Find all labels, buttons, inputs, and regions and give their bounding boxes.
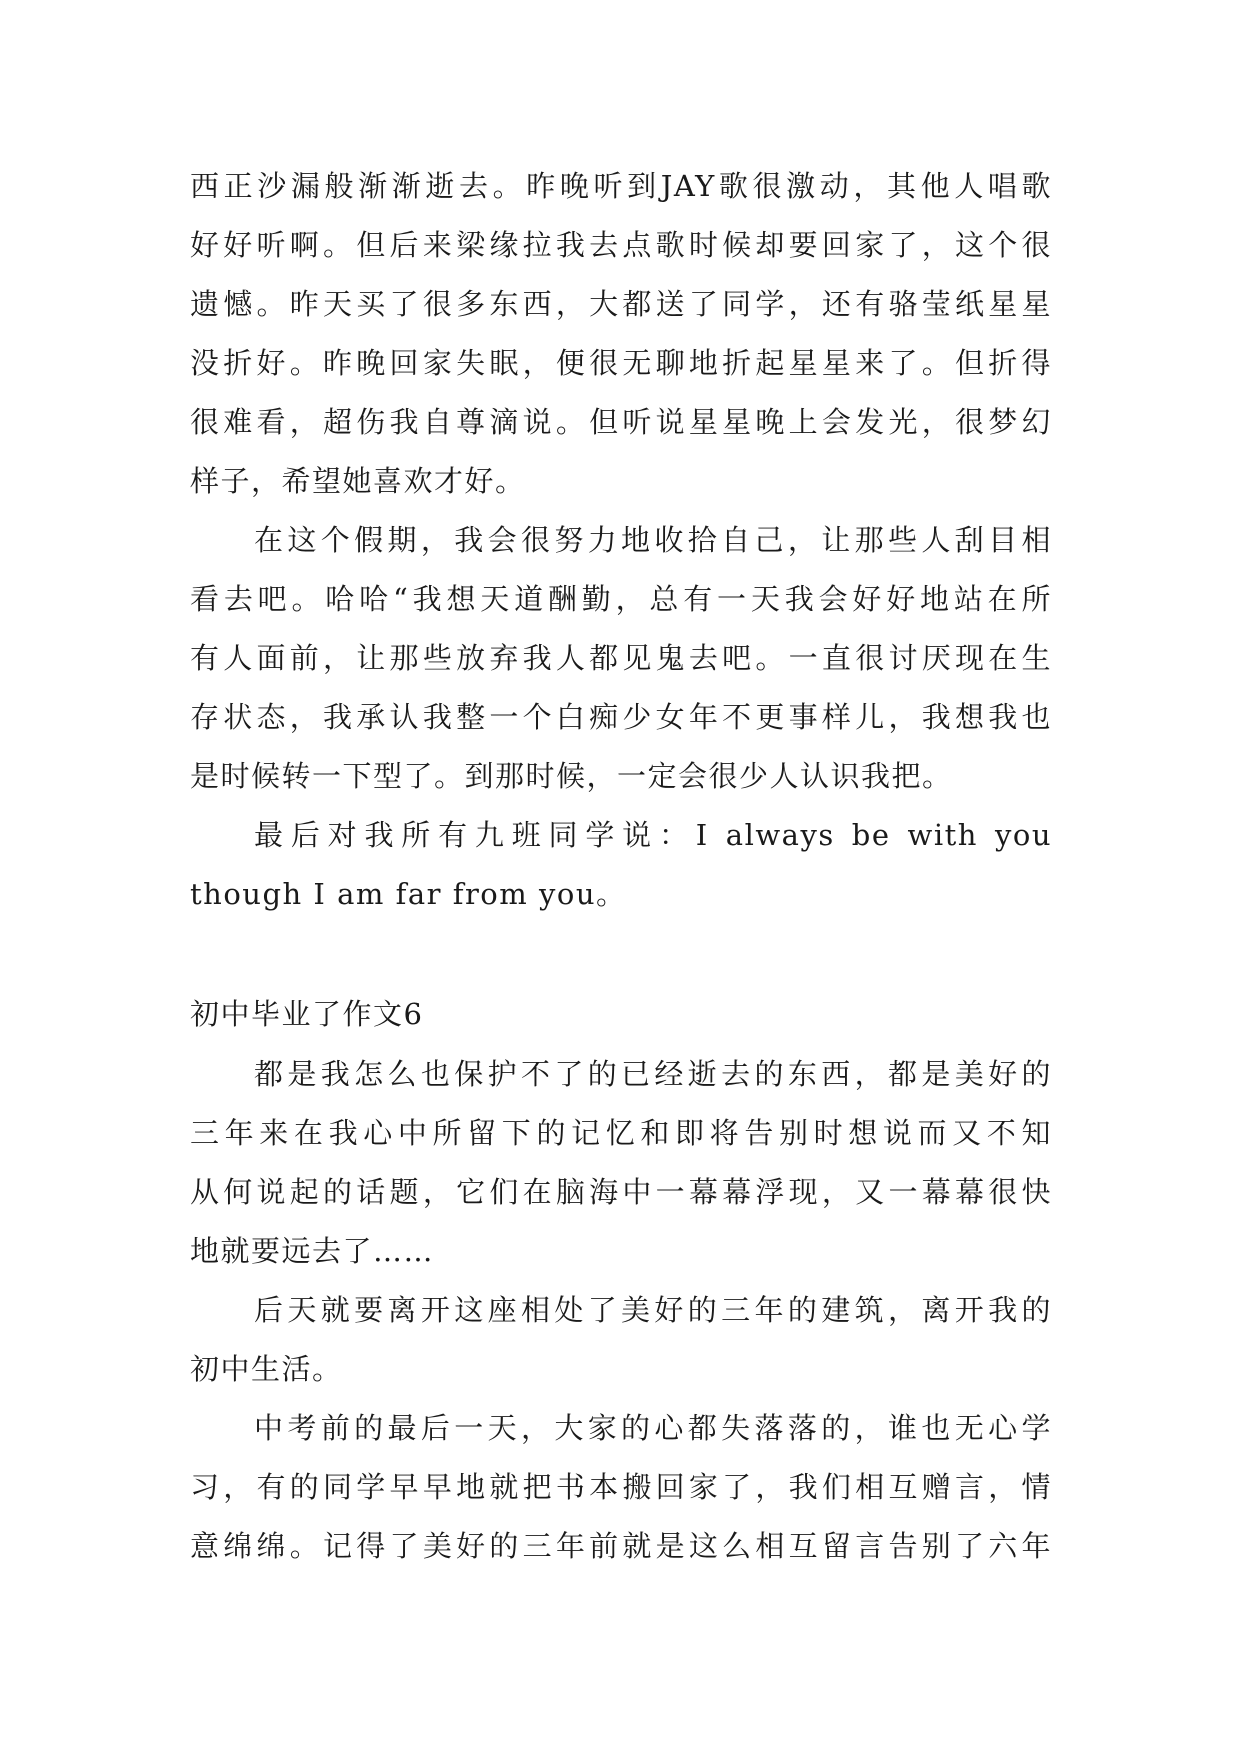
section-title: 初中毕业了作文6 [190, 997, 424, 1031]
text-line: 都是我怎么也保护不了的已经逝去的东西，都是美好的 [254, 1057, 1052, 1091]
text-line: 在这个假期，我会很努力地收拾自己，让那些人刮目相 [254, 523, 1052, 557]
text-line: though I am far from you。 [190, 877, 627, 911]
paragraph-6 [190, 1399, 1052, 1576]
text-line: 看去吧。哈哈“我想天道酬勤，总有一天我会好好地站在所 [190, 582, 1052, 616]
document-body [190, 157, 1052, 1576]
text-line: 是时候转一下型了。到那时候，一定会很少人认识我把。 [190, 759, 953, 793]
text-line: 三年来在我心中所留下的记忆和即将告别时想说而又不知 [190, 1116, 1052, 1150]
paragraph-spacer [190, 924, 1052, 983]
paragraph-4 [190, 1045, 1052, 1281]
text-line: 最后对我所有九班同学说：I always be with you [254, 818, 1052, 852]
text-line: 有人面前，让那些放弃我人都见鬼去吧。一直很讨厌现在生 [190, 641, 1052, 675]
text-line: 西正沙漏般渐渐逝去。昨晚听到JAY歌很激动，其他人唱歌 [190, 169, 1052, 203]
text-line: 存状态，我承认我整一个白痴少女年不更事样儿，我想我也 [190, 700, 1052, 734]
text-line: 遗憾。昨天买了很多东西，大都送了同学，还有骆莹纸星星 [190, 287, 1052, 321]
text-line: 没折好。昨晚回家失眠，便很无聊地折起星星来了。但折得 [190, 346, 1052, 380]
paragraph-1 [190, 157, 1052, 511]
paragraph-3 [190, 806, 1052, 924]
text-line: 从何说起的话题，它们在脑海中一幕幕浮现，又一幕幕很快 [190, 1175, 1052, 1209]
text-line: 后天就要离开这座相处了美好的三年的建筑，离开我的 [254, 1293, 1052, 1327]
text-line: 中考前的最后一天，大家的心都失落落的，谁也无心学 [254, 1411, 1052, 1445]
text-line: 初中生活。 [190, 1352, 343, 1386]
paragraph-5 [190, 1281, 1052, 1399]
paragraph-2 [190, 511, 1052, 806]
text-line: 意绵绵。记得了美好的三年前就是这么相互留言告别了六年 [190, 1529, 1052, 1563]
text-line: 习，有的同学早早地就把书本搬回家了，我们相互赠言，情 [190, 1470, 1052, 1504]
text-line: 样子，希望她喜欢才好。 [190, 464, 526, 498]
text-line: 好好听啊。但后来梁缘拉我去点歌时候却要回家了，这个很 [190, 228, 1052, 262]
text-line: 很难看，超伤我自尊滴说。但听说星星晚上会发光，很梦幻 [190, 405, 1052, 439]
text-line: 地就要远去了…… [190, 1234, 435, 1268]
